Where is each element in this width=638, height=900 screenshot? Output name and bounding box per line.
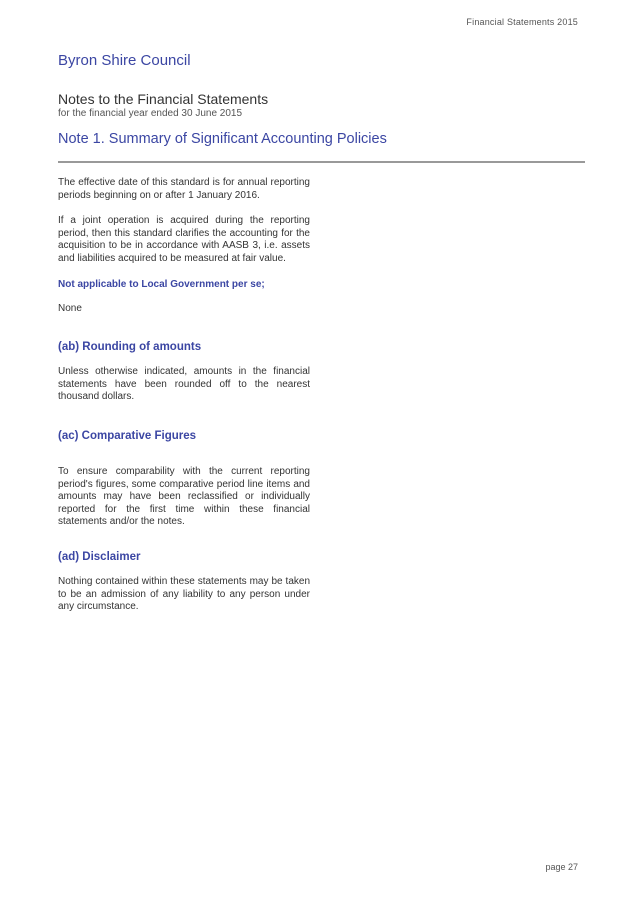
not-applicable-value: None [58, 302, 82, 314]
page-number: page 27 [545, 862, 578, 872]
note-title: Note 1. Summary of Significant Accounting Policies [58, 131, 387, 147]
section-heading-comparative: (ac) Comparative Figures [58, 429, 197, 442]
document-title: Notes to the Financial Statements [58, 91, 269, 107]
body-column [58, 177, 310, 614]
title-divider [58, 161, 585, 163]
paragraph-joint-operation: If a joint operation is acquired during the reporting period, then this standard clarifies the accounting for the acquisition to be in accordance with AASB 3, i.e. assets and liabilities acquired to be measured at fair value. [58, 215, 310, 264]
running-header: Financial Statements 2015 [466, 17, 578, 27]
section-heading-rounding: (ab) Rounding of amounts [58, 341, 202, 354]
reporting-period: for the financial year ended 30 June 2015 [58, 108, 243, 119]
paragraph-disclaimer: Nothing contained within these statements may be taken to be an admission of any liability to any person under any circumstance. [58, 575, 310, 613]
section-heading-disclaimer: (ad) Disclaimer [58, 550, 141, 563]
paragraph-comparative: To ensure comparability with the current reporting period's figures, some comparative period line items and amounts may have been reclassified or individually reported for the first time within these financial statements and/or the notes. [58, 465, 310, 528]
paragraph-effective-date: The effective date of this standard is for annual reporting periods beginning on or after 1 January 2016. [58, 177, 310, 201]
not-applicable-heading: Not applicable to Local Government per se; [58, 278, 265, 290]
organisation-name: Byron Shire Council [58, 52, 191, 69]
paragraph-rounding: Unless otherwise indicated, amounts in the financial statements have been rounded off to the nearest thousand dollars. [58, 366, 310, 403]
